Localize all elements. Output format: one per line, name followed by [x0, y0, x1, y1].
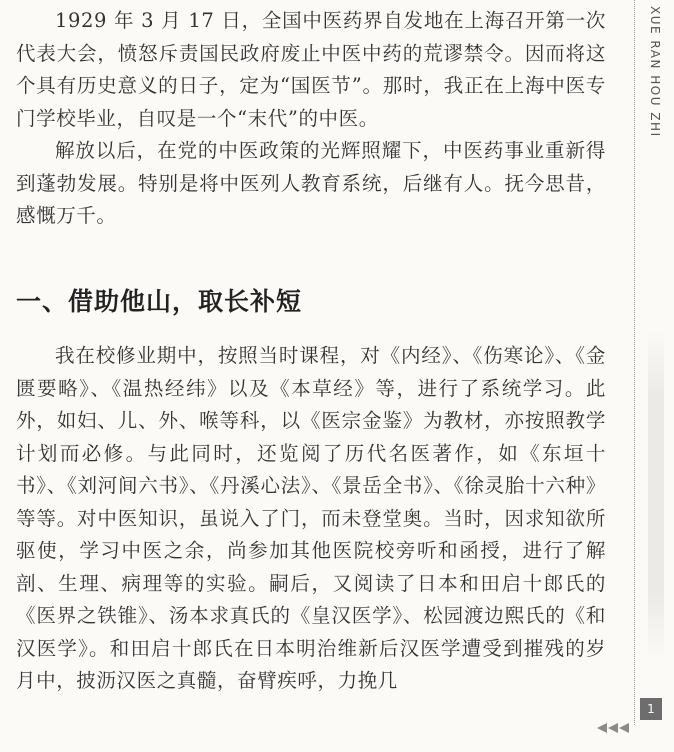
paragraph-study: 我在校修业期中，按照当时课程，对《内经》、《伤寒论》、《金匮要略》、《温热经纬》以及《本草经》等，进行了系统学习。此外，如妇、儿、外、喉等科，以《医宗金鉴》为教材，亦按照教学计划而必修。与此同时，还览阅了历代名医著作，如《东垣十书》、《刘河间六书》、《丹溪心法》、《景岳全书》、《徐灵胎十六种》等等。对中医知识，虽说入了门，而未登堂奥。当时，因求知欲所驱使，学习中医之余，尚参加其他医院校旁听和函授，进行了解剖、生理、病理等的实验。嗣后，又阅读了日本和田启十郎氏的《医界之铁锥》、汤本求真氏的《皇汉医学》、松园渡边熙氏的《和汉医学》。和田启十郎氏在日本明治维新后汉医学遭受到摧残的岁月中，披沥汉医之真髓，奋臂疾呼，力挽几 [16, 344, 606, 692]
page-number-badge: 1 [640, 698, 662, 720]
paragraph-1929-congress: 1929 年 3 月 17 日，全国中医药界自发地在上海召开第一次代表大会，愤怒斥责国民政府废止中医中药的荒谬禁令。因而将这个具有历史意义的日子，定为“国医节”。那时，我正在上海中医专门学校毕业，自叹是一个“末代”的中医。 [16, 9, 606, 130]
running-header-vertical: XUE RAN HOU ZHI [648, 6, 662, 138]
left-arrow-icon [608, 723, 618, 733]
left-arrow-icon [619, 723, 629, 733]
left-arrow-icon [597, 723, 607, 733]
nav-arrows [597, 723, 629, 733]
lower-text-block [16, 340, 606, 698]
faint-side-band [648, 330, 664, 660]
margin-dotted-rule [634, 0, 635, 725]
top-text-block [16, 0, 606, 233]
paragraph-liberation: 解放以后，在党的中医政策的光辉照耀下，中医药事业重新得到蓬勃发展。特别是将中医列人教育系统，后继有人。抚今思昔，感慨万千。 [16, 139, 606, 227]
section-heading: 一、借助他山，取长补短 [16, 287, 303, 316]
